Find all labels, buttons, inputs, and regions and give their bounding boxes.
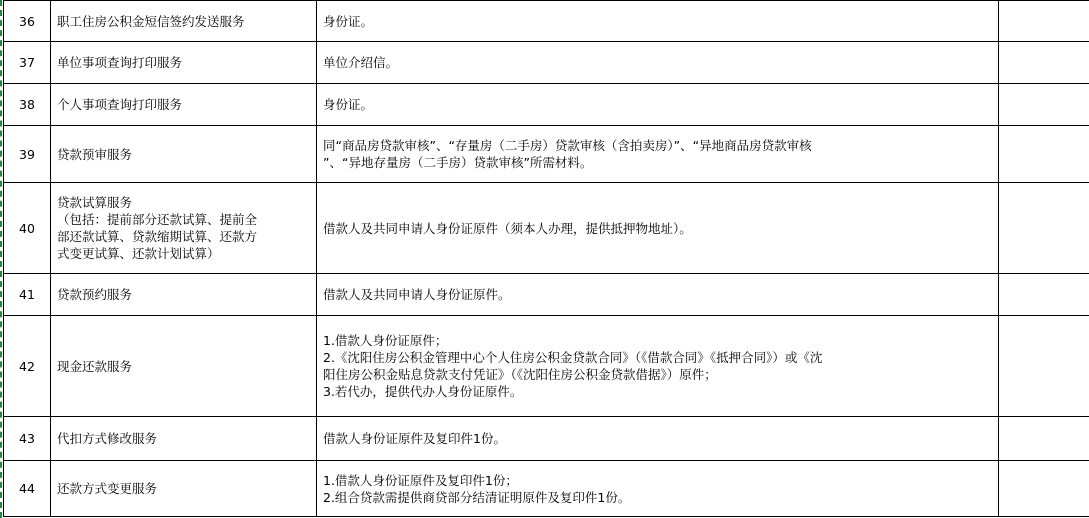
row-number[interactable]: 41 (4, 274, 51, 316)
service-name[interactable]: 职工住房公积金短信签约发送服务 (51, 1, 317, 42)
empty-cell[interactable] (999, 42, 1089, 84)
empty-cell[interactable] (999, 461, 1089, 517)
service-materials-table (3, 0, 1089, 517)
service-name[interactable]: 个人事项查询打印服务 (51, 84, 317, 126)
required-materials[interactable]: 1.借款人身份证原件； 2.《沈阳住房公积金管理中心个人住房公积金贷款合同》（《借款合同》《抵押合同》）或《沈 阳住房公积金贴息贷款支付凭证》（《沈阳住房公积金贷款借据》）原件； 3.若代办，提供代办人身份证原件。 (317, 316, 999, 417)
row-number[interactable]: 42 (4, 316, 51, 417)
required-materials[interactable]: 1.借款人身份证原件及复印件1份； 2.组合贷款需提供商贷部分结清证明原件及复印件1份。 (317, 461, 999, 517)
empty-cell[interactable] (999, 1, 1089, 42)
table-row (4, 461, 1089, 517)
empty-cell[interactable] (999, 126, 1089, 183)
table-row (4, 42, 1089, 84)
table-row (4, 1, 1089, 42)
row-number[interactable]: 39 (4, 126, 51, 183)
table-row (4, 126, 1089, 183)
table-row (4, 183, 1089, 274)
row-number[interactable]: 37 (4, 42, 51, 84)
table-row (4, 84, 1089, 126)
required-materials[interactable]: 身份证。 (317, 1, 999, 42)
empty-cell[interactable] (999, 316, 1089, 417)
service-name[interactable]: 现金还款服务 (51, 316, 317, 417)
empty-cell[interactable] (999, 274, 1089, 316)
row-number[interactable]: 43 (4, 417, 51, 461)
row-number[interactable]: 40 (4, 183, 51, 274)
required-materials[interactable]: 同“商品房贷款审核”、“存量房（二手房）贷款审核（含拍卖房）”、“异地商品房贷款审核 ”、“异地存量房（二手房）贷款审核”所需材料。 (317, 126, 999, 183)
table-row (4, 274, 1089, 316)
row-number[interactable]: 38 (4, 84, 51, 126)
row-number[interactable]: 44 (4, 461, 51, 517)
service-name[interactable]: 贷款试算服务 （包括：提前部分还款试算、提前全 部还款试算、贷款缩期试算、还款方 式变更试算、还款计划试算） (51, 183, 317, 274)
service-name[interactable]: 还款方式变更服务 (51, 461, 317, 517)
required-materials[interactable]: 借款人及共同申请人身份证原件（须本人办理，提供抵押物地址）。 (317, 183, 999, 274)
empty-cell[interactable] (999, 183, 1089, 274)
empty-cell[interactable] (999, 84, 1089, 126)
service-name[interactable]: 代扣方式修改服务 (51, 417, 317, 461)
service-name[interactable]: 贷款预约服务 (51, 274, 317, 316)
required-materials[interactable]: 借款人身份证原件及复印件1份。 (317, 417, 999, 461)
service-name[interactable]: 贷款预审服务 (51, 126, 317, 183)
table-row (4, 316, 1089, 417)
service-name[interactable]: 单位事项查询打印服务 (51, 42, 317, 84)
table-row (4, 417, 1089, 461)
row-number[interactable]: 36 (4, 1, 51, 42)
empty-cell[interactable] (999, 417, 1089, 461)
required-materials[interactable]: 单位介绍信。 (317, 42, 999, 84)
required-materials[interactable]: 身份证。 (317, 84, 999, 126)
required-materials[interactable]: 借款人及共同申请人身份证原件。 (317, 274, 999, 316)
